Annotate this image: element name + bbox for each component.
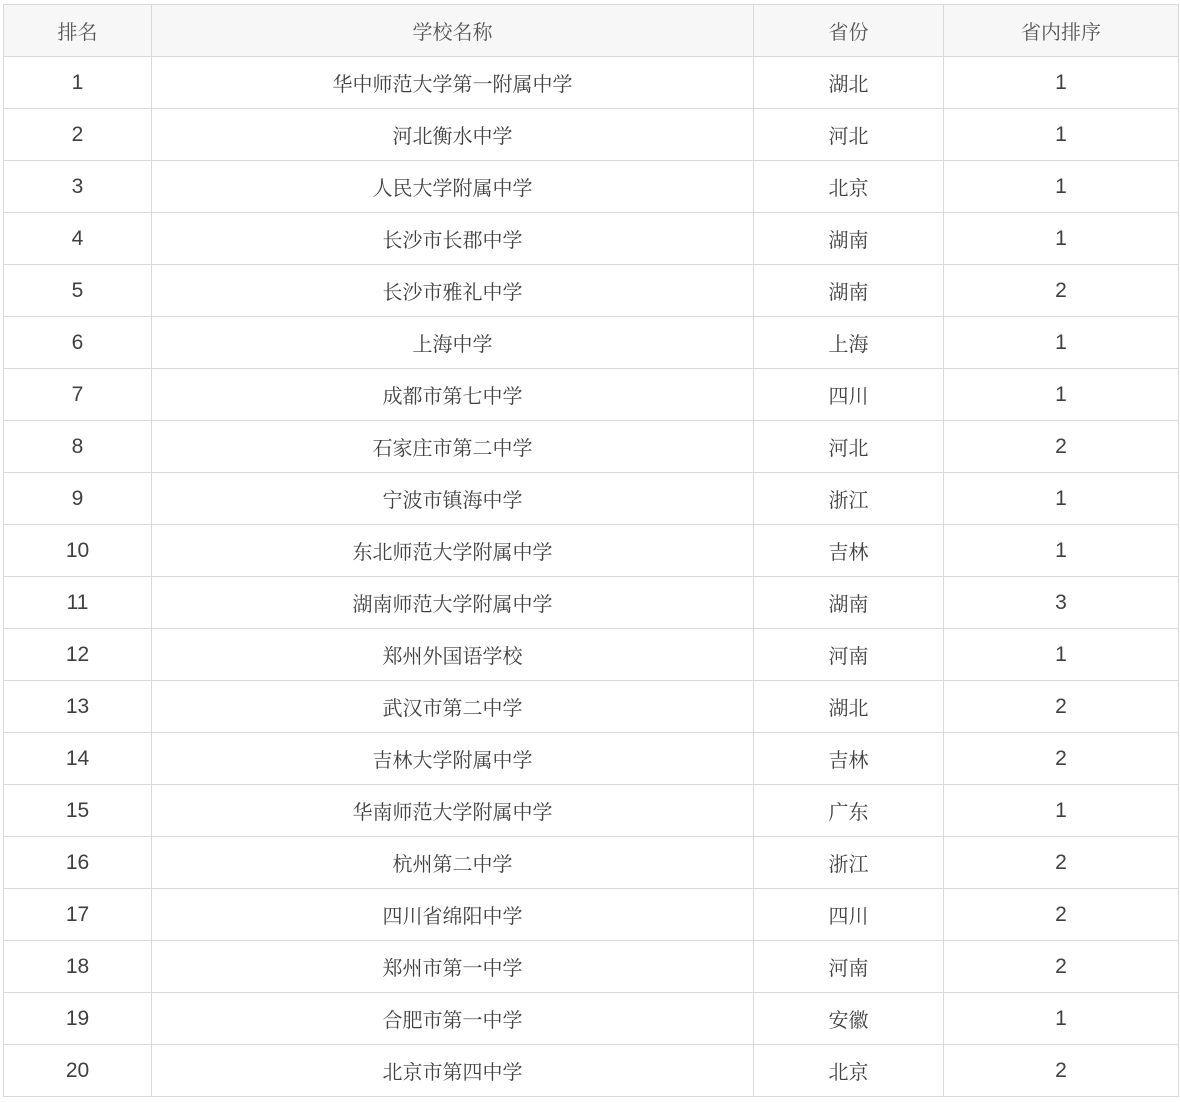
cell-province-order: 2 bbox=[944, 421, 1179, 473]
school-ranking-table bbox=[3, 4, 1179, 1097]
cell-rank: 5 bbox=[4, 265, 152, 317]
header-school-name: 学校名称 bbox=[152, 5, 754, 57]
table-row bbox=[4, 577, 1179, 629]
cell-province: 广东 bbox=[754, 785, 944, 837]
cell-school-name: 河北衡水中学 bbox=[152, 109, 754, 161]
cell-school-name: 成都市第七中学 bbox=[152, 369, 754, 421]
cell-province: 四川 bbox=[754, 369, 944, 421]
cell-rank: 8 bbox=[4, 421, 152, 473]
cell-rank: 10 bbox=[4, 525, 152, 577]
cell-province: 湖南 bbox=[754, 577, 944, 629]
table-row bbox=[4, 109, 1179, 161]
cell-province-order: 1 bbox=[944, 317, 1179, 369]
cell-province: 上海 bbox=[754, 317, 944, 369]
cell-province: 河南 bbox=[754, 629, 944, 681]
cell-rank: 1 bbox=[4, 57, 152, 109]
cell-rank: 4 bbox=[4, 213, 152, 265]
cell-rank: 2 bbox=[4, 109, 152, 161]
table-row bbox=[4, 1045, 1179, 1097]
cell-school-name: 郑州外国语学校 bbox=[152, 629, 754, 681]
cell-province: 吉林 bbox=[754, 525, 944, 577]
cell-province: 河北 bbox=[754, 109, 944, 161]
cell-school-name: 上海中学 bbox=[152, 317, 754, 369]
cell-school-name: 东北师范大学附属中学 bbox=[152, 525, 754, 577]
cell-province: 四川 bbox=[754, 889, 944, 941]
cell-province-order: 1 bbox=[944, 213, 1179, 265]
cell-province-order: 2 bbox=[944, 889, 1179, 941]
cell-rank: 6 bbox=[4, 317, 152, 369]
table-header bbox=[4, 5, 1179, 57]
table-row bbox=[4, 265, 1179, 317]
table-row bbox=[4, 785, 1179, 837]
cell-province-order: 1 bbox=[944, 57, 1179, 109]
cell-rank: 3 bbox=[4, 161, 152, 213]
cell-rank: 7 bbox=[4, 369, 152, 421]
table-row bbox=[4, 629, 1179, 681]
cell-province: 河北 bbox=[754, 421, 944, 473]
cell-province: 北京 bbox=[754, 1045, 944, 1097]
table-row bbox=[4, 421, 1179, 473]
cell-province-order: 3 bbox=[944, 577, 1179, 629]
table-row bbox=[4, 941, 1179, 993]
cell-province-order: 1 bbox=[944, 993, 1179, 1045]
cell-rank: 9 bbox=[4, 473, 152, 525]
table-row bbox=[4, 837, 1179, 889]
cell-school-name: 湖南师范大学附属中学 bbox=[152, 577, 754, 629]
cell-rank: 11 bbox=[4, 577, 152, 629]
cell-school-name: 石家庄市第二中学 bbox=[152, 421, 754, 473]
cell-province: 北京 bbox=[754, 161, 944, 213]
table-row bbox=[4, 733, 1179, 785]
cell-province: 吉林 bbox=[754, 733, 944, 785]
table-row bbox=[4, 213, 1179, 265]
cell-rank: 12 bbox=[4, 629, 152, 681]
cell-school-name: 四川省绵阳中学 bbox=[152, 889, 754, 941]
cell-rank: 15 bbox=[4, 785, 152, 837]
table-body bbox=[4, 57, 1179, 1097]
cell-province-order: 1 bbox=[944, 629, 1179, 681]
table-row bbox=[4, 369, 1179, 421]
table-row bbox=[4, 525, 1179, 577]
cell-school-name: 武汉市第二中学 bbox=[152, 681, 754, 733]
cell-school-name: 长沙市雅礼中学 bbox=[152, 265, 754, 317]
cell-rank: 13 bbox=[4, 681, 152, 733]
cell-province: 安徽 bbox=[754, 993, 944, 1045]
cell-province-order: 1 bbox=[944, 785, 1179, 837]
header-province: 省份 bbox=[754, 5, 944, 57]
cell-school-name: 长沙市长郡中学 bbox=[152, 213, 754, 265]
cell-province-order: 2 bbox=[944, 837, 1179, 889]
cell-province: 河南 bbox=[754, 941, 944, 993]
cell-school-name: 华中师范大学第一附属中学 bbox=[152, 57, 754, 109]
cell-school-name: 郑州市第一中学 bbox=[152, 941, 754, 993]
cell-province: 湖南 bbox=[754, 213, 944, 265]
cell-school-name: 北京市第四中学 bbox=[152, 1045, 754, 1097]
table-row bbox=[4, 993, 1179, 1045]
cell-province-order: 1 bbox=[944, 473, 1179, 525]
table-row bbox=[4, 317, 1179, 369]
cell-school-name: 宁波市镇海中学 bbox=[152, 473, 754, 525]
cell-province-order: 2 bbox=[944, 265, 1179, 317]
cell-province: 湖北 bbox=[754, 681, 944, 733]
table-row bbox=[4, 889, 1179, 941]
table-row bbox=[4, 473, 1179, 525]
header-province-order: 省内排序 bbox=[944, 5, 1179, 57]
table-row bbox=[4, 161, 1179, 213]
cell-school-name: 人民大学附属中学 bbox=[152, 161, 754, 213]
cell-school-name: 杭州第二中学 bbox=[152, 837, 754, 889]
cell-province: 浙江 bbox=[754, 473, 944, 525]
cell-rank: 14 bbox=[4, 733, 152, 785]
cell-province-order: 1 bbox=[944, 369, 1179, 421]
header-rank: 排名 bbox=[4, 5, 152, 57]
cell-province: 湖北 bbox=[754, 57, 944, 109]
cell-rank: 18 bbox=[4, 941, 152, 993]
cell-province-order: 2 bbox=[944, 733, 1179, 785]
table-row bbox=[4, 57, 1179, 109]
cell-province-order: 1 bbox=[944, 161, 1179, 213]
cell-province: 浙江 bbox=[754, 837, 944, 889]
cell-rank: 20 bbox=[4, 1045, 152, 1097]
cell-province-order: 2 bbox=[944, 941, 1179, 993]
cell-school-name: 合肥市第一中学 bbox=[152, 993, 754, 1045]
cell-school-name: 吉林大学附属中学 bbox=[152, 733, 754, 785]
cell-province-order: 1 bbox=[944, 109, 1179, 161]
cell-rank: 19 bbox=[4, 993, 152, 1045]
cell-school-name: 华南师范大学附属中学 bbox=[152, 785, 754, 837]
cell-rank: 17 bbox=[4, 889, 152, 941]
header-row bbox=[4, 5, 1179, 57]
cell-province-order: 2 bbox=[944, 1045, 1179, 1097]
cell-province: 湖南 bbox=[754, 265, 944, 317]
table-row bbox=[4, 681, 1179, 733]
cell-rank: 16 bbox=[4, 837, 152, 889]
cell-province-order: 2 bbox=[944, 681, 1179, 733]
cell-province-order: 1 bbox=[944, 525, 1179, 577]
